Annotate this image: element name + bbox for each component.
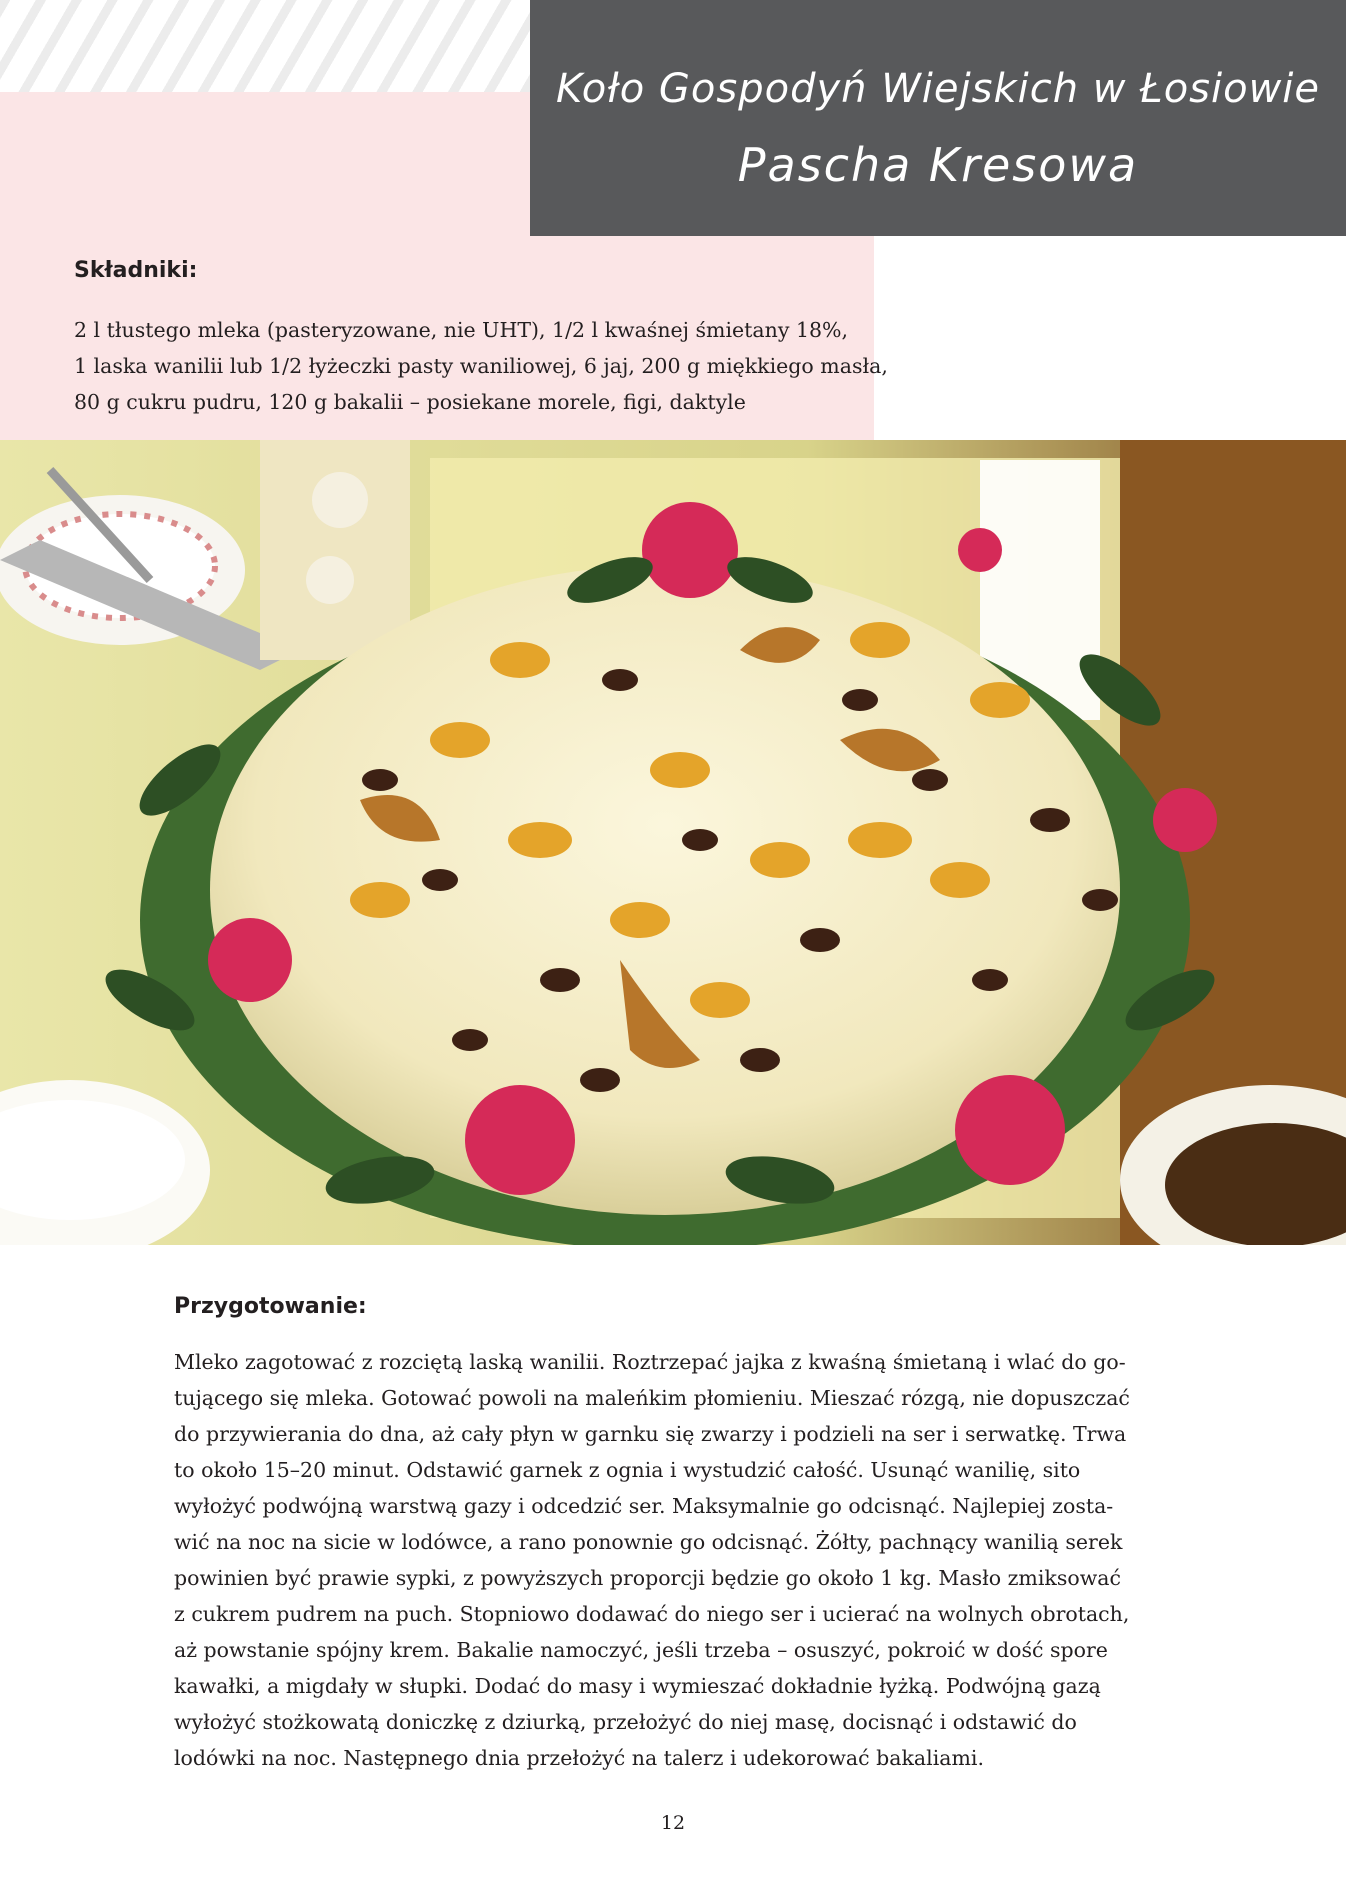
preparation-line: do przywierania do dna, aż cały płyn w garnku się zwarzy i podzieli na ser i serwatkę. Trwa [174,1422,1127,1446]
recipe-subtitle: Koło Gospodyń Wiejskich w Łosiowie [555,66,1321,112]
ingredients-heading: Składniki: [74,258,198,283]
preparation-line: kawałki, a migdały w słupki. Dodać do masy i wymieszać dokładnie łyżką. Podwójną gazą [174,1674,1101,1698]
preparation-line: powinien być prawie sypki, z powyższych proporcji będzie go około 1 kg. Masło zmiksować [174,1566,1121,1590]
preparation-line: tującego się mleka. Gotować powoli na maleńkim płomieniu. Mieszać rózgą, nie dopuszczać [174,1386,1130,1410]
preparation-text [174,1344,1174,1776]
preparation-line: wyłożyć stożkowatą doniczkę z dziurką, przełożyć do niej masę, docisnąć i odstawić do [174,1710,1077,1734]
preparation-heading: Przygotowanie: [174,1294,367,1319]
preparation-line: aż powstanie spójny krem. Bakalie namoczyć, jeśli trzeba – osuszyć, pokroić w dość spore [174,1638,1108,1662]
preparation-line: to około 15–20 minut. Odstawić garnek z ognia i wystudzić całość. Usunąć wanilię, sito [174,1458,1081,1482]
ingredients-line: 1 laska wanilii lub 1/2 łyżeczki pasty waniliowej, 6 jaj, 200 g miękkiego masła, [74,354,888,378]
ingredients-list [74,312,888,420]
preparation-line: wyłożyć podwójną warstwą gazy i odcedzić ser. Maksymalnie go odcisnąć. Najlepiej zosta- [174,1494,1114,1518]
preparation-line: wić na noc na sicie w lodówce, a rano ponownie go odcisnąć. Żółty, pachnący wanilią serek [174,1530,1123,1554]
preparation-line: Mleko zagotować z rozciętą laską wanilii. Roztrzepać jajka z kwaśną śmietaną i wlać do go- [174,1350,1126,1374]
recipe-title: Pascha Kresowa [737,138,1139,192]
title-box [530,0,1346,236]
page-number: 12 [660,1812,686,1834]
ingredients-line: 80 g cukru pudru, 120 g bakalii – posiekane morele, figi, daktyle [74,390,746,414]
pascha-photo [0,440,1346,1245]
ingredients-line: 2 l tłustego mleka (pasteryzowane, nie UHT), 1/2 l kwaśnej śmietany 18%, [74,318,849,342]
decorative-stripes [0,0,530,92]
preparation-line: lodówki na noc. Następnego dnia przełożyć na talerz i udekorować bakaliami. [174,1746,984,1770]
preparation-line: z cukrem pudrem na puch. Stopniowo dodawać do niego ser i ucierać na wolnych obrotach, [174,1602,1130,1626]
